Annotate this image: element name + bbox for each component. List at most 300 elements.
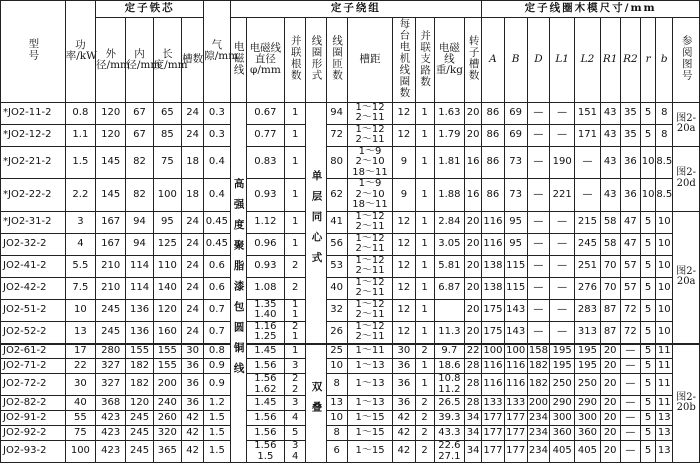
- cell-slots: 24: [181, 233, 203, 255]
- cell-dim-B: 116: [504, 374, 527, 396]
- cell-ref-fig: 图2-20a: [673, 211, 700, 344]
- cell-air-gap: 1.5: [204, 441, 230, 463]
- cell-power: 2.2: [65, 179, 95, 212]
- cell-wire-weight: 5.81: [434, 255, 464, 277]
- cell-wire-weight: 1.81: [434, 146, 464, 179]
- cell-wire-weight: 6.87: [434, 277, 464, 299]
- cell-pitch: 1～9 2～10 18～11: [347, 146, 393, 179]
- cell-pitch: 1～11: [347, 344, 393, 359]
- cell-parallel-strands: 1: [285, 179, 306, 212]
- cell-inner-dia: 136: [126, 299, 153, 321]
- cell-dim-B: 116: [504, 359, 527, 374]
- table-row: [1, 344, 700, 359]
- cell-model: JO2-93-2: [1, 441, 66, 463]
- cell-dim-A: 86: [482, 102, 504, 124]
- cell-pitch: 1～15: [347, 411, 393, 426]
- cell-branches: 1: [415, 299, 434, 321]
- cell-dim-b: 8.5: [656, 179, 673, 212]
- cell-rotor-slots: 34: [465, 441, 482, 463]
- cell-air-gap: 0.8: [204, 344, 230, 359]
- cell-coils: 36: [393, 359, 415, 374]
- cell-wire-dia: 1.08: [246, 277, 284, 299]
- cell-inner-dia: 245: [126, 411, 153, 426]
- cell-wire-weight: 18.6: [434, 359, 464, 374]
- cell-outer-dia: 120: [96, 102, 126, 124]
- cell-coils: 42: [393, 426, 415, 441]
- cell-length: 125: [153, 233, 181, 255]
- cell-turns: 56: [326, 233, 347, 255]
- cell-dim-L2: 245: [575, 233, 600, 255]
- cell-dim-R1: 20: [600, 411, 620, 426]
- cell-rotor-slots: 20: [465, 255, 482, 277]
- cell-dim-R1: 87: [600, 321, 620, 344]
- cell-model: JO2-82-2: [1, 396, 66, 411]
- cell-parallel-strands: 1: [285, 344, 306, 359]
- cell-dim-D: 234: [527, 426, 549, 441]
- cell-coils: 36: [393, 374, 415, 396]
- cell-inner-dia: 114: [126, 255, 153, 277]
- cell-model: JO2-92-2: [1, 426, 66, 441]
- cell-slots: 24: [181, 102, 203, 124]
- cell-coils: 12: [393, 233, 415, 255]
- cell-slots: 42: [181, 441, 203, 463]
- cell-dim-r: 5: [641, 426, 656, 441]
- cell-dim-B: 177: [504, 411, 527, 426]
- cell-power: 7.5: [65, 277, 95, 299]
- cell-wire-weight: 1.63: [434, 102, 464, 124]
- cell-turns: 72: [326, 124, 347, 146]
- cell-dim-R2: 57: [620, 255, 640, 277]
- col-pitch: 槽距: [347, 18, 393, 103]
- cell-inner-dia: 82: [126, 146, 153, 179]
- cell-dim-L2: 171: [575, 124, 600, 146]
- cell-rotor-slots: 34: [465, 411, 482, 426]
- cell-dim-b: 10: [656, 211, 673, 233]
- cell-winding-form-single: 单层同心式: [306, 102, 326, 344]
- cell-dim-D: 234: [527, 411, 549, 426]
- table-row: [1, 233, 700, 255]
- cell-wire-dia: 1.56 1.62: [246, 374, 284, 396]
- cell-dim-b: 10: [656, 299, 673, 321]
- cell-wire-weight: 11.3: [434, 321, 464, 344]
- cell-dim-B: 69: [504, 124, 527, 146]
- cell-air-gap: 0.3: [204, 102, 230, 124]
- cell-dim-D: —: [527, 321, 549, 344]
- cell-dim-L1: 195: [550, 359, 575, 374]
- cell-dim-R1: 58: [600, 233, 620, 255]
- cell-rotor-slots: 20: [465, 233, 482, 255]
- cell-power: 0.8: [65, 102, 95, 124]
- cell-outer-dia: 327: [96, 359, 126, 374]
- cell-dim-B: 177: [504, 426, 527, 441]
- cell-model: JO2-91-2: [1, 411, 66, 426]
- cell-model: *JO2-21-2: [1, 146, 66, 179]
- cell-coils: 12: [393, 299, 415, 321]
- cell-dim-R1: 43: [600, 102, 620, 124]
- cell-model: JO2-42-2: [1, 277, 66, 299]
- cell-dim-L2: 250: [575, 374, 600, 396]
- cell-dim-L1: 195: [550, 344, 575, 359]
- cell-dim-A: 177: [482, 441, 504, 463]
- cell-model: *JO2-22-2: [1, 179, 66, 212]
- cell-dim-A: 116: [482, 211, 504, 233]
- cell-dim-L1: 300: [550, 411, 575, 426]
- cell-power: 10: [65, 299, 95, 321]
- cell-outer-dia: 368: [96, 396, 126, 411]
- cell-dim-R2: 35: [620, 102, 640, 124]
- cell-pitch: 1～12 2～11: [347, 321, 393, 344]
- cell-dim-L1: 190: [550, 146, 575, 179]
- cell-dim-L1: 250: [550, 374, 575, 396]
- cell-dim-R2: 35: [620, 124, 640, 146]
- cell-wire-dia: 1.56: [246, 359, 284, 374]
- cell-branches: 1: [415, 277, 434, 299]
- cell-power: 17: [65, 344, 95, 359]
- cell-dim-L1: 360: [550, 426, 575, 441]
- col-turns: 线圈匝数: [326, 18, 347, 103]
- cell-dim-L2: 215: [575, 211, 600, 233]
- cell-wire-weight: 10.8 11.2: [434, 374, 464, 396]
- cell-dim-r: 10: [641, 146, 656, 179]
- cell-slots: 24: [181, 255, 203, 277]
- table-row: [1, 299, 700, 321]
- col-wire-type: 电磁线: [230, 18, 246, 103]
- cell-dim-A: 133: [482, 396, 504, 411]
- cell-ref-fig: 图2-20d: [673, 146, 700, 211]
- cell-power: 22: [65, 359, 95, 374]
- cell-air-gap: 0.3: [204, 124, 230, 146]
- cell-coils: 30: [393, 344, 415, 359]
- cell-dim-L2: —: [575, 179, 600, 212]
- cell-outer-dia: 423: [96, 411, 126, 426]
- group-stator-winding: 定子绕组: [230, 1, 482, 18]
- cell-pitch: 1～15: [347, 441, 393, 463]
- cell-dim-r: 5: [641, 211, 656, 233]
- cell-dim-R2: —: [620, 426, 640, 441]
- cell-pitch: 1～12 2～11: [347, 211, 393, 233]
- cell-length: 65: [153, 102, 181, 124]
- col-outer-dia: 外径/mm: [96, 18, 126, 103]
- cell-dim-D: 182: [527, 359, 549, 374]
- cell-wire-dia: 0.93: [246, 179, 284, 212]
- cell-model: *JO2-11-2: [1, 102, 66, 124]
- cell-dim-r: 5: [641, 374, 656, 396]
- cell-parallel-strands: 3: [285, 396, 306, 411]
- cell-parallel-strands: 1: [285, 233, 306, 255]
- cell-dim-L1: —: [550, 255, 575, 277]
- cell-model: JO2-32-2: [1, 233, 66, 255]
- cell-outer-dia: 327: [96, 374, 126, 396]
- cell-slots: 42: [181, 426, 203, 441]
- table-row: [1, 277, 700, 299]
- cell-outer-dia: 245: [96, 321, 126, 344]
- cell-dim-R2: —: [620, 374, 640, 396]
- cell-dim-R1: 70: [600, 277, 620, 299]
- cell-length: 95: [153, 211, 181, 233]
- cell-rotor-slots: 28: [465, 374, 482, 396]
- cell-air-gap: 0.4: [204, 146, 230, 179]
- cell-wire-dia: 1.56: [246, 411, 284, 426]
- cell-rotor-slots: 16: [465, 146, 482, 179]
- cell-dim-D: —: [527, 255, 549, 277]
- cell-model: JO2-51-2: [1, 299, 66, 321]
- cell-wire-dia: 0.96: [246, 233, 284, 255]
- cell-dim-B: 143: [504, 299, 527, 321]
- cell-dim-R1: 20: [600, 441, 620, 463]
- cell-dim-A: 177: [482, 411, 504, 426]
- cell-pitch: 1～12 2～11: [347, 255, 393, 277]
- table-row: [1, 124, 700, 146]
- table-row: [1, 255, 700, 277]
- cell-pitch: 1～15: [347, 426, 393, 441]
- cell-dim-D: —: [527, 233, 549, 255]
- col-inner-dia: 内径/mm: [126, 18, 153, 103]
- cell-air-gap: 1.2: [204, 396, 230, 411]
- cell-dim-D: —: [527, 124, 549, 146]
- col-R1: R1: [600, 18, 620, 103]
- cell-dim-r: 5: [641, 124, 656, 146]
- cell-parallel-strands: 2 1: [285, 321, 306, 344]
- cell-air-gap: 0.6: [204, 255, 230, 277]
- cell-branches: 2: [415, 396, 434, 411]
- cell-coils: 12: [393, 211, 415, 233]
- cell-wire-dia: 0.77: [246, 124, 284, 146]
- cell-slots: 36: [181, 374, 203, 396]
- cell-dim-r: 5: [641, 441, 656, 463]
- cell-length: 85: [153, 124, 181, 146]
- cell-length: 140: [153, 277, 181, 299]
- cell-dim-D: —: [527, 211, 549, 233]
- cell-coils: 12: [393, 277, 415, 299]
- cell-wire-weight: 3.05: [434, 233, 464, 255]
- table-row: [1, 411, 700, 426]
- cell-slots: 24: [181, 321, 203, 344]
- group-stator-core: 定子铁芯: [96, 1, 204, 18]
- cell-wire-dia: 1.56: [246, 426, 284, 441]
- cell-dim-L2: 251: [575, 255, 600, 277]
- cell-branches: 1: [415, 255, 434, 277]
- cell-dim-R1: 43: [600, 179, 620, 212]
- cell-power: 100: [65, 441, 95, 463]
- cell-coils: 42: [393, 411, 415, 426]
- cell-model: JO2-71-2: [1, 359, 66, 374]
- cell-wire-dia: 0.93: [246, 255, 284, 277]
- cell-parallel-strands: 1: [285, 124, 306, 146]
- cell-inner-dia: 94: [126, 211, 153, 233]
- table-row: [1, 102, 700, 124]
- cell-wire-dia: 1.45: [246, 396, 284, 411]
- cell-coils: 9: [393, 146, 415, 179]
- cell-model: *JO2-12-2: [1, 124, 66, 146]
- cell-power: 40: [65, 396, 95, 411]
- cell-rotor-slots: 20: [465, 124, 482, 146]
- cell-dim-r: 10: [641, 179, 656, 212]
- cell-ref-fig: 图2-20b: [673, 344, 700, 463]
- cell-length: 155: [153, 359, 181, 374]
- cell-turns: 41: [326, 211, 347, 233]
- cell-wire-dia: 1.16 1.25: [246, 321, 284, 344]
- cell-dim-b: 10: [656, 277, 673, 299]
- table-row: [1, 211, 700, 233]
- cell-dim-b: 13: [656, 441, 673, 463]
- cell-dim-A: 175: [482, 321, 504, 344]
- group-mold-dims: 定子线圈木模尺寸/mm: [482, 1, 700, 18]
- cell-inner-dia: 67: [126, 124, 153, 146]
- cell-pitch: 1～9 2～10 18～11: [347, 179, 393, 212]
- cell-slots: 24: [181, 277, 203, 299]
- cell-branches: 1: [415, 102, 434, 124]
- cell-length: 160: [153, 321, 181, 344]
- cell-dim-L1: —: [550, 321, 575, 344]
- cell-wire-dia: 0.83: [246, 146, 284, 179]
- cell-length: 260: [153, 411, 181, 426]
- table-row: [1, 359, 700, 374]
- cell-turns: 13: [326, 396, 347, 411]
- cell-slots: 18: [181, 146, 203, 179]
- cell-outer-dia: 210: [96, 277, 126, 299]
- cell-dim-r: 5: [641, 321, 656, 344]
- cell-rotor-slots: 20: [465, 321, 482, 344]
- cell-ref-fig: 图2-20a: [673, 102, 700, 146]
- cell-dim-D: —: [527, 277, 549, 299]
- cell-power: 4: [65, 233, 95, 255]
- cell-dim-B: 73: [504, 179, 527, 212]
- cell-dim-R1: 20: [600, 374, 620, 396]
- cell-dim-R2: —: [620, 411, 640, 426]
- cell-power: 13: [65, 321, 95, 344]
- cell-dim-D: —: [527, 179, 549, 212]
- cell-wire-dia: 1.12: [246, 211, 284, 233]
- cell-length: 120: [153, 299, 181, 321]
- cell-parallel-strands: 1: [285, 102, 306, 124]
- cell-parallel-strands: 1: [285, 211, 306, 233]
- cell-pitch: 1～12 2～11: [347, 124, 393, 146]
- cell-inner-dia: 114: [126, 277, 153, 299]
- cell-dim-B: 133: [504, 396, 527, 411]
- cell-length: 365: [153, 441, 181, 463]
- cell-branches: 1: [415, 359, 434, 374]
- cell-dim-A: 116: [482, 359, 504, 374]
- cell-rotor-slots: 20: [465, 102, 482, 124]
- cell-dim-r: 5: [641, 233, 656, 255]
- cell-outer-dia: 167: [96, 211, 126, 233]
- col-r: r: [641, 18, 656, 103]
- cell-outer-dia: 245: [96, 299, 126, 321]
- cell-turns: 8: [326, 374, 347, 396]
- cell-branches: 1: [415, 233, 434, 255]
- cell-branches: 2: [415, 344, 434, 359]
- cell-turns: 80: [326, 146, 347, 179]
- cell-length: 200: [153, 374, 181, 396]
- cell-length: 155: [153, 344, 181, 359]
- cell-air-gap: 0.7: [204, 299, 230, 321]
- cell-dim-B: 115: [504, 277, 527, 299]
- cell-air-gap: 1.5: [204, 411, 230, 426]
- cell-dim-A: 116: [482, 374, 504, 396]
- cell-dim-L1: 405: [550, 441, 575, 463]
- cell-dim-R2: —: [620, 359, 640, 374]
- cell-slots: 24: [181, 299, 203, 321]
- cell-dim-R2: —: [620, 396, 640, 411]
- cell-branches: 1: [415, 124, 434, 146]
- cell-slots: 18: [181, 179, 203, 212]
- cell-inner-dia: 67: [126, 102, 153, 124]
- col-branches: 并联支路数: [415, 18, 434, 103]
- cell-slots: 30: [181, 344, 203, 359]
- cell-dim-b: 11: [656, 374, 673, 396]
- cell-rotor-slots: 16: [465, 179, 482, 212]
- cell-dim-A: 138: [482, 277, 504, 299]
- cell-dim-r: 5: [641, 299, 656, 321]
- cell-inner-dia: 155: [126, 344, 153, 359]
- cell-dim-r: 5: [641, 396, 656, 411]
- cell-dim-r: 5: [641, 359, 656, 374]
- col-power: 功率/kW: [65, 1, 95, 103]
- cell-power: 1.1: [65, 124, 95, 146]
- cell-dim-b: 8: [656, 102, 673, 124]
- cell-inner-dia: 136: [126, 321, 153, 344]
- cell-slots: 36: [181, 396, 203, 411]
- cell-dim-L1: —: [550, 211, 575, 233]
- cell-wire-weight: 26.5: [434, 396, 464, 411]
- cell-dim-A: 138: [482, 255, 504, 277]
- cell-inner-dia: 245: [126, 426, 153, 441]
- cell-dim-L2: 283: [575, 299, 600, 321]
- cell-dim-B: 69: [504, 102, 527, 124]
- cell-turns: 6: [326, 441, 347, 463]
- cell-air-gap: 1.5: [204, 426, 230, 441]
- cell-wire-type: 高强度聚脂漆包圆铜线: [230, 102, 246, 463]
- table-row: [1, 396, 700, 411]
- col-L1: L1: [550, 18, 575, 103]
- cell-branches: 2: [415, 411, 434, 426]
- cell-dim-D: 158: [527, 344, 549, 359]
- cell-dim-A: 86: [482, 146, 504, 179]
- cell-outer-dia: 145: [96, 146, 126, 179]
- cell-pitch: 1～12 2～11: [347, 233, 393, 255]
- cell-parallel-strands: 1: [285, 146, 306, 179]
- cell-model: JO2-61-2: [1, 344, 66, 359]
- table-row: [1, 374, 700, 396]
- col-air-gap: 气隙/mm: [204, 1, 230, 103]
- cell-parallel-strands: 2: [285, 277, 306, 299]
- cell-branches: 1: [415, 211, 434, 233]
- cell-dim-R1: 20: [600, 426, 620, 441]
- cell-branches: 1: [415, 321, 434, 344]
- col-R2: R2: [620, 18, 640, 103]
- cell-dim-R2: 47: [620, 233, 640, 255]
- cell-dim-b: 8.5: [656, 146, 673, 179]
- cell-dim-A: 175: [482, 299, 504, 321]
- cell-rotor-slots: 20: [465, 277, 482, 299]
- col-wire-dia: 电磁线直径φ/mm: [246, 18, 284, 103]
- cell-slots: 36: [181, 359, 203, 374]
- cell-dim-b: 13: [656, 426, 673, 441]
- cell-dim-L2: 195: [575, 359, 600, 374]
- cell-branches: 1: [415, 179, 434, 212]
- cell-length: 240: [153, 396, 181, 411]
- cell-rotor-slots: 34: [465, 426, 482, 441]
- cell-dim-r: 5: [641, 344, 656, 359]
- cell-dim-L1: —: [550, 233, 575, 255]
- cell-rotor-slots: 22: [465, 344, 482, 359]
- col-winding-form: 线圈形式: [306, 18, 326, 103]
- cell-dim-b: 10: [656, 233, 673, 255]
- cell-coils: 12: [393, 102, 415, 124]
- cell-dim-R2: —: [620, 344, 640, 359]
- col-model: 型号: [1, 1, 66, 103]
- cell-power: 3: [65, 211, 95, 233]
